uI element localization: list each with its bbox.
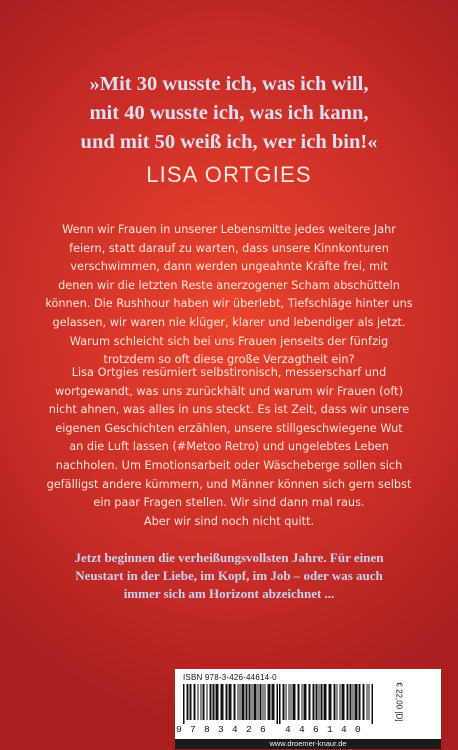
barcode-digit: 4 [299,724,305,735]
barcode-bar [293,684,296,720]
barcode-bar [194,684,196,720]
barcode-bar [265,684,266,720]
barcode-bar [342,684,345,720]
barcode-bar [298,684,300,720]
barcode-digit: 9 [176,724,182,735]
barcode-digit: 0 [355,724,361,735]
publisher-url: www.droemer-knaur.de [175,739,441,749]
barcode-bar [279,684,281,724]
barcode-bar [321,684,323,720]
barcode-bar [359,684,361,720]
barcode-bar [353,684,354,720]
barcode-bar [367,684,368,720]
paragraph-2-line: Lisa Ortgies resümiert selbstironisch, messerscharf und [71,366,387,379]
barcode-bar [216,684,219,720]
barcode-bar [207,684,208,720]
barcode-bar [238,684,239,720]
barcode-bar [183,684,185,724]
paragraph-1-line: gelassen, wir waren nie klüger, klarer und lebendiger als jetzt. [52,315,406,329]
barcode-bar [369,684,370,720]
paragraph-1 [0,221,458,370]
quote-line-1: »Mit 30 wusste ich, was ich will, [89,73,369,95]
barcode-bar [268,684,271,720]
paragraph-2-line: an die Luft lassen (#Metoo Retro) und ungelebtes Leben [69,440,389,454]
barcode-bar [249,684,251,720]
barcode-digit: 4 [285,724,291,735]
paragraph-1-line: trotzdem so oft diese große Verzagtheit ein? [103,353,355,367]
barcode-bar [221,684,224,720]
barcode-bar [283,684,285,720]
barcode-digit: 4 [232,724,238,735]
barcode-bar [260,684,262,720]
paragraph-2-line: ein paar Fragen stellen. Wir sind dann mal raus. [93,496,365,510]
barcode-bar [340,684,341,720]
barcode-bar [203,684,205,720]
barcode-bar [372,684,374,724]
barcode-bar [289,684,290,720]
barcode-bar [350,684,352,720]
barcode-digit: 4 [341,724,347,735]
quote [0,70,458,157]
paragraph-1-line: können. Die Rushhour haben wir überlebt, Tiefschläge hinter uns [45,297,413,311]
teaser-line: Jetzt beginnen die verheißungsvollsten Jahre. Für einen [74,550,384,565]
barcode-bar [316,684,318,720]
barcode-bar [329,684,332,720]
barcode-image [183,684,375,724]
barcode-bar [302,684,303,720]
quote-author: LISA ORTGIES [146,162,312,187]
paragraph-2-line: nicht ahnen, was alles in uns steckt. Es ist Zeit, dass wir unsere [48,403,410,417]
paragraph-1-line: Warum schleicht sich bei uns Frauen jenseits der fünfzig [69,334,389,348]
price-text: € 22,00 [D] [394,682,404,722]
paragraph-2-line: eigenen Geschichten erzählen, unsere stillgeschwiegene Wut [55,421,403,435]
barcode-bar [277,684,279,724]
quote-line-3: und mit 50 weiß ich, wer ich bin!« [80,131,378,153]
barcode-bar [252,684,253,720]
teaser [0,549,458,603]
barcode-bar [190,684,192,720]
barcode-bar [187,684,189,720]
barcode-digit: 8 [204,724,210,735]
barcode-bar [324,684,327,720]
barcode-bar [198,684,199,720]
barcode-bar [258,684,259,720]
barcode-bar [242,684,245,720]
barcode-digit: 1 [327,724,333,735]
barcode-bar [246,684,248,720]
barcode-bar [309,684,311,720]
paragraph-1-line: verschwimmen, dann werden ungeahnte Kräfte frei, mit [70,260,388,274]
barcode-bar [347,684,349,720]
price-label [392,671,406,733]
barcode-bar [363,684,365,720]
barcode-bar [263,684,264,720]
paragraph-2-line: gefälligst andere kümmern, und Männer können sich gern selbst [46,477,412,491]
paragraph-2-line: wortgewandt, was uns zurückhält und warum wir Frauen (oft) [54,384,404,398]
barcode-digit: 2 [246,724,252,735]
barcode-bar [334,684,336,720]
barcode-box [175,669,441,739]
barcode-digit: 7 [190,724,196,735]
barcode-bar [229,684,232,720]
barcode-digit: 3 [218,724,224,735]
barcode-bar [304,684,307,720]
barcode-bar [234,684,236,720]
barcode-bar [291,684,292,720]
barcode-digit: 6 [313,724,319,735]
barcode-bar [210,684,212,720]
teaser-line: Neustart in der Liebe, im Kopf, im Job – oder was auch [75,568,383,583]
barcode-bar [286,684,287,720]
barcode-bar [272,684,275,720]
barcode-bar [254,684,257,720]
paragraph-1-line: Wenn wir Frauen in unserer Lebensmitte jedes weitere Jahr [62,223,396,236]
barcode-bar [213,684,215,720]
paragraph-2-line: Aber wir sind noch nicht quitt. [143,514,315,528]
paragraph-2 [0,364,458,531]
paragraph-2-line: nachholen. Um Emotionsarbeit oder Wäscheberge sollen sich [55,458,403,472]
barcode-bar [240,684,241,720]
isbn-label: ISBN 978-3-426-44614-0 [183,673,277,682]
barcode-bar [337,684,338,720]
paragraph-1-line: feiern, statt darauf zu warten, dass unsere Kinnkonturen [69,241,389,255]
barcode-bar [313,684,315,720]
teaser-line: immer sich am Horizont abzeichnet ... [123,586,335,601]
barcode-digit: 6 [260,724,266,735]
barcode-bar [319,684,320,720]
barcode-bar [201,684,202,720]
paragraph-1-line: denen wir die letzten Reste anerzogener Scham abschütteln [58,278,400,292]
barcode-bar [226,684,228,720]
barcode-bar [355,684,358,720]
quote-line-2: mit 40 wusste ich, was ich kann, [89,102,369,124]
